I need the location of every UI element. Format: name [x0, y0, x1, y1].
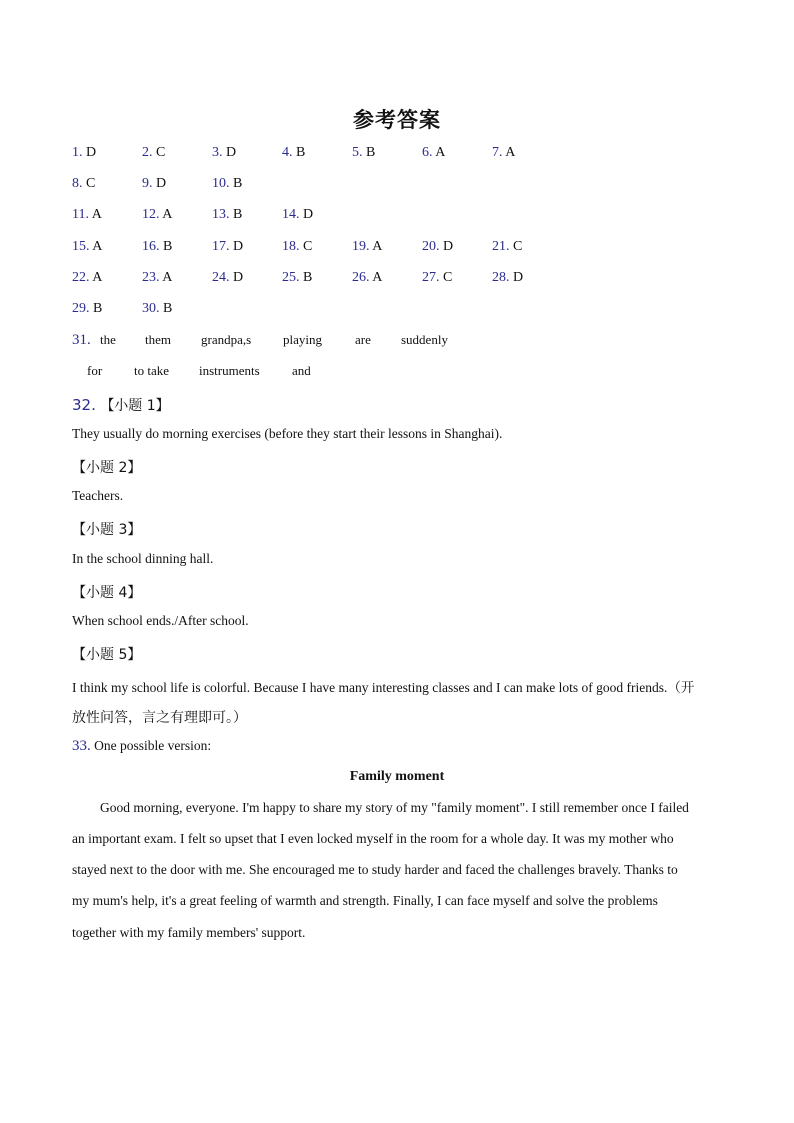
q32-part-4-answer: When school ends./After school. [72, 613, 249, 628]
question-number: 6. [422, 145, 433, 160]
question-number: 28. [492, 270, 510, 285]
q33-intro: One possible version: [94, 738, 212, 753]
answer-letter: C [156, 145, 166, 160]
answer-letter: C [303, 239, 313, 254]
choice-answer [72, 145, 96, 161]
question-number: 5. [352, 145, 363, 160]
choice-answer [212, 176, 242, 192]
essay-line: my mum's help, it's a great feeling of warmth and strength. Finally, I can face myself and solve the problems [72, 893, 658, 908]
question-number: 22. [72, 270, 90, 285]
choice-answer [422, 270, 452, 286]
question-number: 23. [142, 270, 160, 285]
choice-answer [282, 145, 305, 161]
q32-part-3-label: 【小题 3】 [72, 522, 142, 538]
choice-answer [212, 239, 243, 255]
choice-answer [142, 145, 165, 161]
choice-answer [142, 239, 172, 255]
answer-letter: A [162, 270, 173, 285]
answer-letter: B [296, 145, 306, 160]
question-number: 29. [72, 301, 90, 316]
answer-letter: A [162, 207, 173, 222]
question-number: 8. [72, 176, 83, 191]
question-number: 15. [72, 239, 90, 254]
choice-answer [492, 239, 522, 255]
q32-part-1-answer: They usually do morning exercises (before they start their lessons in Shanghai). [72, 426, 503, 441]
q32-part-3-answer: In the school dinning hall. [72, 551, 214, 566]
question-number: 9. [142, 176, 153, 191]
choice-answer [72, 207, 102, 223]
choice-answer [282, 207, 313, 223]
answer-letter: A [505, 145, 516, 160]
q33-intro-line [72, 738, 211, 755]
question-number: 17. [212, 239, 230, 254]
choice-answer [72, 270, 102, 286]
answer-letter: D [226, 145, 237, 160]
answer-letter: D [233, 239, 244, 254]
choice-answer [212, 270, 243, 286]
question-number: 20. [422, 239, 440, 254]
q31-word: playing [283, 332, 322, 347]
question-number: 18. [282, 239, 300, 254]
choice-answer [72, 239, 102, 255]
q31-word: them [145, 332, 171, 347]
answer-letter: C [86, 176, 96, 191]
answer-letter: D [303, 207, 314, 222]
question-number: 30. [142, 301, 160, 316]
q31-number: 31. [72, 332, 91, 348]
essay-title: Family moment [349, 769, 445, 784]
question-number: 7. [492, 145, 503, 160]
choice-answer [352, 270, 382, 286]
choice-answer [72, 176, 95, 192]
q32-part-4-label: 【小题 4】 [72, 585, 142, 601]
answer-letter: A [92, 239, 103, 254]
answer-letter: C [443, 270, 453, 285]
choice-answer [142, 301, 172, 317]
answer-letter: B [233, 207, 243, 222]
choice-answer [282, 239, 312, 255]
q31-word: grandpa,s [201, 332, 252, 347]
answer-letter: A [92, 270, 103, 285]
essay-line: an important exam. I felt so upset that I even locked myself in the room for a whole day. It was my mother who [72, 831, 674, 846]
essay-line: stayed next to the door with me. She encouraged me to study harder and faced the challenges bravely. Thanks to [72, 862, 678, 877]
choice-answer [492, 145, 515, 161]
q31-word: are [355, 332, 371, 347]
q31-word: the [100, 332, 116, 347]
answer-letter: A [372, 239, 383, 254]
answer-letter: B [163, 239, 173, 254]
choice-answer [72, 301, 102, 317]
choice-answer [352, 145, 375, 161]
choice-answer [492, 270, 523, 286]
q31-word: and [292, 363, 311, 378]
q31-word: suddenly [401, 332, 448, 347]
question-number: 26. [352, 270, 370, 285]
question-number: 24. [212, 270, 230, 285]
q31-word: instruments [199, 363, 260, 378]
answer-letter: B [366, 145, 376, 160]
answer-letter: B [303, 270, 313, 285]
q32-part-5-answer-cont: 放性问答，言之有理即可。） [72, 710, 247, 726]
choice-answer [142, 207, 172, 223]
question-number: 27. [422, 270, 440, 285]
question-number: 10. [212, 176, 230, 191]
q32-part-2-answer: Teachers. [72, 488, 124, 503]
choice-answer [142, 270, 172, 286]
question-number: 16. [142, 239, 160, 254]
answer-letter: B [233, 176, 243, 191]
question-number: 11. [72, 207, 89, 222]
q32-number: 32. [72, 396, 96, 414]
answer-letter: C [513, 239, 523, 254]
q33-number: 33. [72, 738, 91, 754]
choice-answer [422, 145, 445, 161]
essay-line: Good morning, everyone. I'm happy to share my story of my "family moment". I still remember once I failed [100, 800, 689, 815]
answer-letter: A [91, 207, 102, 222]
answer-letter: D [233, 270, 244, 285]
q31-word: to take [134, 363, 170, 378]
question-number: 25. [282, 270, 300, 285]
q32-part-5-answer: I think my school life is colorful. Because I have many interesting classes and I can make lots of good friends.（开 [72, 680, 695, 695]
q32-part-2-label: 【小题 2】 [72, 460, 142, 476]
choice-answer [212, 145, 236, 161]
choice-answer [282, 270, 312, 286]
answer-letter: D [86, 145, 97, 160]
choice-answer [212, 207, 242, 223]
choice-answer [422, 239, 453, 255]
choice-answer [142, 176, 166, 192]
question-number: 21. [492, 239, 510, 254]
essay-line: together with my family members' support. [72, 925, 306, 940]
q32-part-5-label: 【小题 5】 [72, 647, 142, 663]
question-number: 2. [142, 145, 153, 160]
choice-answer [352, 239, 382, 255]
answer-letter: B [163, 301, 173, 316]
page-title: 参考答案 [353, 108, 441, 132]
sub-question-label: 【小题 1】 [100, 398, 170, 414]
question-number: 13. [212, 207, 230, 222]
q31-word: for [87, 363, 103, 378]
answer-letter: D [156, 176, 167, 191]
question-number: 14. [282, 207, 300, 222]
q32-part-1-label [72, 395, 170, 415]
answer-letter: A [435, 145, 446, 160]
question-number: 12. [142, 207, 160, 222]
question-number: 4. [282, 145, 293, 160]
question-number: 19. [352, 239, 370, 254]
question-number: 1. [72, 145, 83, 160]
question-number: 3. [212, 145, 223, 160]
answer-letter: D [443, 239, 454, 254]
answer-letter: A [372, 270, 383, 285]
answer-letter: B [93, 301, 103, 316]
answer-letter: D [513, 270, 524, 285]
